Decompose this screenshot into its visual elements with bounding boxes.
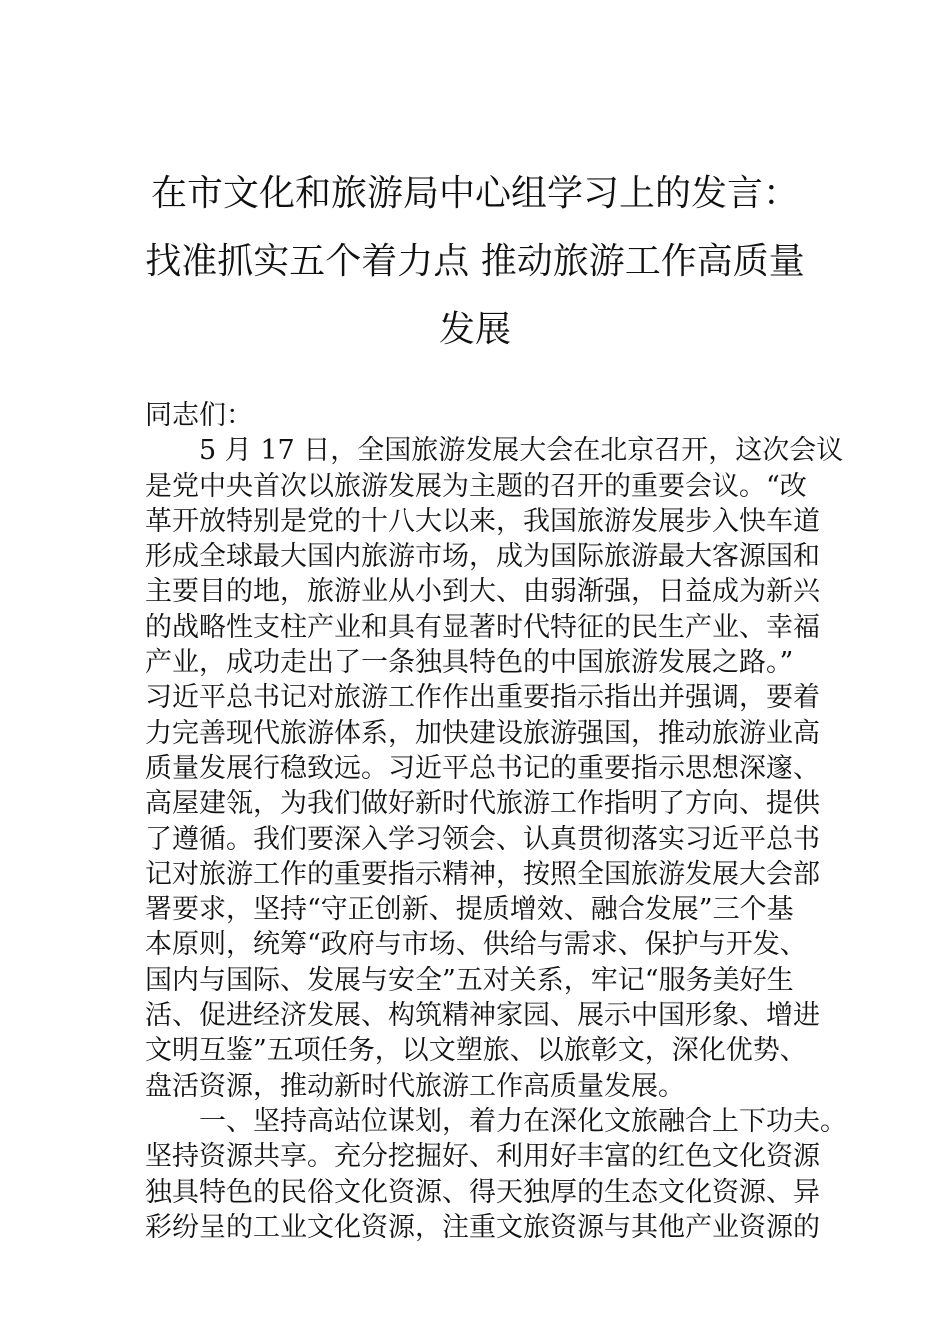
paragraph-line: 国内与国际、发展与安全”五对关系，牢记“服务美好生 [145,964,794,996]
paragraph-line: 形成全球最大国内旅游市场，成为国际旅游最大客源国和 [145,541,820,573]
paragraph-line: 署要求，坚持“守正创新、提质增效、融合发展”三个基 [145,894,794,926]
paragraph-line: 高屋建瓴，为我们做好新时代旅游工作指明了方向、提供 [145,788,820,820]
document-body [145,398,847,1245]
salutation: 同志们： [145,400,253,431]
paragraph-line: 了遵循。我们要深入学习领会、认真贯彻落实习近平总书 [145,823,820,855]
paragraph-line: 是党中央首次以旅游发展为主题的召开的重要会议。“改 [145,470,807,502]
document-title [140,160,810,364]
title-line-2: 找准抓实五个着力点 推动旅游工作高质量 [145,241,805,282]
paragraph-line: 独具特色的民俗文化资源、得天独厚的生态文化资源、异 [145,1176,820,1208]
paragraph-line: 本原则，统筹“政府与市场、供给与需求、保护与开发、 [145,929,807,961]
paragraph-line: 记对旅游工作的重要指示精神，按照全国旅游发展大会部 [145,858,820,890]
paragraph-line: 革开放特别是党的十八大以来，我国旅游发展步入快车道 [145,505,820,537]
paragraph-line: 盘活资源，推动新时代旅游工作高质量发展。 [145,1070,685,1102]
paragraph-line: 主要目的地，旅游业从小到大、由弱渐强，日益成为新兴 [145,576,820,608]
paragraph-line: 文明互鉴”五项任务，以文塑旅、以旅彰文，深化优势、 [145,1035,807,1067]
title-line-3: 发展 [438,309,511,350]
paragraph-line: 产业，成功走出了一条独具特色的中国旅游发展之路。” [145,647,794,679]
paragraph-line: 习近平总书记对旅游工作作出重要指示指出并强调，要着 [145,682,820,714]
paragraph-line: 活、促进经济发展、构筑精神家园、展示中国形象、增进 [145,1000,820,1032]
paragraph-line: 质量发展行稳致远。习近平总书记的重要指示思想深邃、 [145,752,820,784]
title-line-1: 在市文化和旅游局中心组学习上的发言： [150,173,799,214]
paragraph-2 [145,1104,847,1245]
paragraph-line: 彩纷呈的工业文化资源，注重文旅资源与其他产业资源的 [145,1211,820,1243]
paragraph-1 [145,433,844,1104]
paragraph-line: 的战略性支柱产业和具有显著时代特征的民生产业、幸福 [145,611,820,643]
paragraph-line: 5 月 17 日，全国旅游发展大会在北京召开，这次会议 [199,435,844,467]
paragraph-line: 力完善现代旅游体系，加快建设旅游强国，推动旅游业高 [145,717,820,749]
section-heading-line: 一、坚持高站位谋划，着力在深化文旅融合上下功夫。 [199,1105,847,1137]
paragraph-line: 坚持资源共享。充分挖掘好、利用好丰富的红色文化资源 [145,1141,820,1173]
